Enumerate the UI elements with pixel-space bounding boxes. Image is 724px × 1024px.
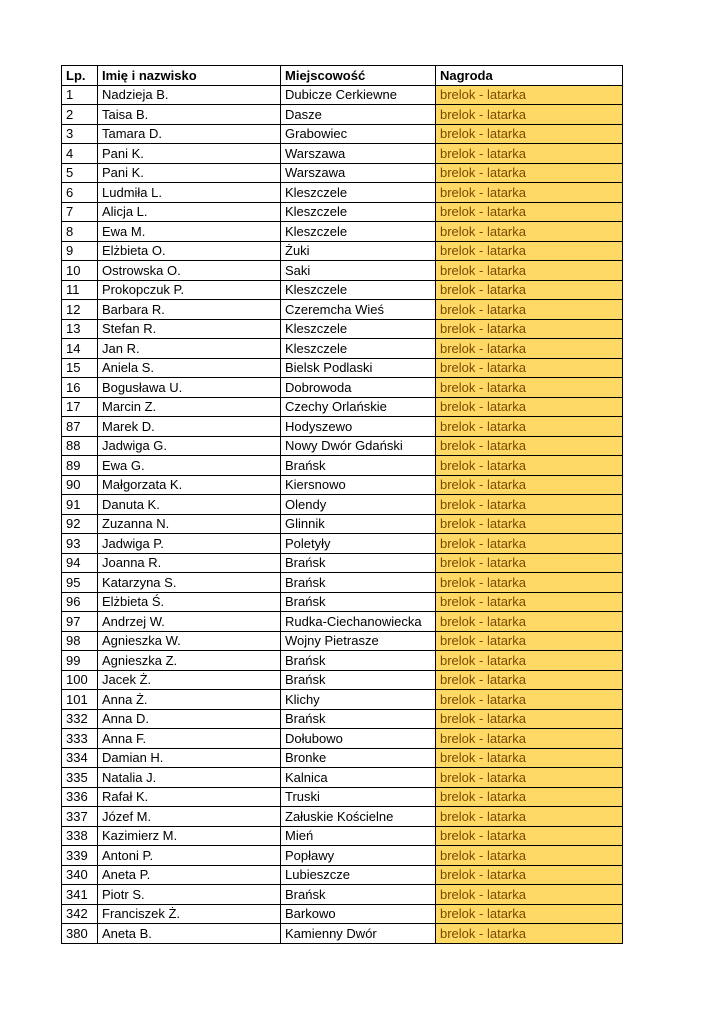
row-prize-cell: brelok - latarka: [436, 241, 623, 261]
row-lp-cell: 13: [62, 319, 98, 339]
row-name-cell: Nadzieja B.: [98, 85, 281, 105]
table-row: [62, 319, 623, 339]
row-prize-cell: brelok - latarka: [436, 358, 623, 378]
row-name-cell: Jadwiga P.: [98, 534, 281, 554]
row-prize-cell: brelok - latarka: [436, 514, 623, 534]
column-header-name: Imię i nazwisko: [98, 66, 281, 86]
row-city-cell: Brańsk: [281, 670, 436, 690]
row-prize-cell: brelok - latarka: [436, 690, 623, 710]
table-row: [62, 85, 623, 105]
row-name-cell: Franciszek Ż.: [98, 904, 281, 924]
row-lp-cell: 93: [62, 534, 98, 554]
row-name-cell: Anna Ż.: [98, 690, 281, 710]
row-lp-cell: 95: [62, 573, 98, 593]
table-row: [62, 417, 623, 437]
row-name-cell: Ludmiła L.: [98, 183, 281, 203]
table-row: [62, 651, 623, 671]
row-lp-cell: 342: [62, 904, 98, 924]
row-city-cell: Dobrowoda: [281, 378, 436, 398]
row-name-cell: Tamara D.: [98, 124, 281, 144]
row-lp-cell: 90: [62, 475, 98, 495]
table-row: [62, 612, 623, 632]
row-name-cell: Danuta K.: [98, 495, 281, 515]
row-prize-cell: brelok - latarka: [436, 319, 623, 339]
row-city-cell: Żuki: [281, 241, 436, 261]
row-city-cell: Kleszczele: [281, 319, 436, 339]
row-city-cell: Wojny Pietrasze: [281, 631, 436, 651]
row-city-cell: Popławy: [281, 846, 436, 866]
table-row: [62, 241, 623, 261]
table-row: [62, 534, 623, 554]
row-lp-cell: 89: [62, 456, 98, 476]
row-name-cell: Alicja L.: [98, 202, 281, 222]
table-row: [62, 729, 623, 749]
row-prize-cell: brelok - latarka: [436, 592, 623, 612]
table-row: [62, 807, 623, 827]
row-city-cell: Warszawa: [281, 144, 436, 164]
row-prize-cell: brelok - latarka: [436, 397, 623, 417]
row-name-cell: Aneta B.: [98, 924, 281, 944]
row-prize-cell: brelok - latarka: [436, 475, 623, 495]
table-row: [62, 475, 623, 495]
row-lp-cell: 332: [62, 709, 98, 729]
row-name-cell: Małgorzata K.: [98, 475, 281, 495]
row-city-cell: Kleszczele: [281, 202, 436, 222]
row-city-cell: Glinnik: [281, 514, 436, 534]
row-lp-cell: 341: [62, 885, 98, 905]
row-prize-cell: brelok - latarka: [436, 456, 623, 476]
row-name-cell: Aniela S.: [98, 358, 281, 378]
row-city-cell: Bronke: [281, 748, 436, 768]
row-city-cell: Brańsk: [281, 709, 436, 729]
table-row: [62, 690, 623, 710]
row-name-cell: Ewa G.: [98, 456, 281, 476]
row-city-cell: Brańsk: [281, 573, 436, 593]
table-row: [62, 924, 623, 944]
row-city-cell: Poletyły: [281, 534, 436, 554]
row-lp-cell: 98: [62, 631, 98, 651]
row-name-cell: Andrzej W.: [98, 612, 281, 632]
row-city-cell: Barkowo: [281, 904, 436, 924]
row-lp-cell: 380: [62, 924, 98, 944]
row-lp-cell: 5: [62, 163, 98, 183]
row-prize-cell: brelok - latarka: [436, 202, 623, 222]
table-row: [62, 846, 623, 866]
row-city-cell: Kleszczele: [281, 183, 436, 203]
header-row: [62, 66, 623, 86]
row-city-cell: Czeremcha Wieś: [281, 300, 436, 320]
row-prize-cell: brelok - latarka: [436, 612, 623, 632]
row-lp-cell: 15: [62, 358, 98, 378]
row-lp-cell: 14: [62, 339, 98, 359]
row-city-cell: Kiersnowo: [281, 475, 436, 495]
row-prize-cell: brelok - latarka: [436, 163, 623, 183]
row-lp-cell: 97: [62, 612, 98, 632]
row-prize-cell: brelok - latarka: [436, 826, 623, 846]
row-prize-cell: brelok - latarka: [436, 651, 623, 671]
table-row: [62, 378, 623, 398]
row-city-cell: Brańsk: [281, 651, 436, 671]
row-prize-cell: brelok - latarka: [436, 339, 623, 359]
row-prize-cell: brelok - latarka: [436, 807, 623, 827]
table-row: [62, 865, 623, 885]
row-name-cell: Zuzanna N.: [98, 514, 281, 534]
row-lp-cell: 336: [62, 787, 98, 807]
row-name-cell: Ewa M.: [98, 222, 281, 242]
table-row: [62, 280, 623, 300]
row-lp-cell: 101: [62, 690, 98, 710]
row-prize-cell: brelok - latarka: [436, 904, 623, 924]
row-lp-cell: 9: [62, 241, 98, 261]
table-row: [62, 885, 623, 905]
row-lp-cell: 2: [62, 105, 98, 125]
row-name-cell: Anna F.: [98, 729, 281, 749]
row-name-cell: Jacek Ż.: [98, 670, 281, 690]
row-name-cell: Marek D.: [98, 417, 281, 437]
row-lp-cell: 10: [62, 261, 98, 281]
row-lp-cell: 333: [62, 729, 98, 749]
row-lp-cell: 338: [62, 826, 98, 846]
row-name-cell: Marcin Z.: [98, 397, 281, 417]
row-name-cell: Piotr S.: [98, 885, 281, 905]
row-city-cell: Grabowiec: [281, 124, 436, 144]
row-city-cell: Brańsk: [281, 456, 436, 476]
table-row: [62, 670, 623, 690]
table-row: [62, 222, 623, 242]
row-lp-cell: 334: [62, 748, 98, 768]
row-prize-cell: brelok - latarka: [436, 729, 623, 749]
row-prize-cell: brelok - latarka: [436, 85, 623, 105]
row-prize-cell: brelok - latarka: [436, 124, 623, 144]
row-city-cell: Klichy: [281, 690, 436, 710]
row-name-cell: Taisa B.: [98, 105, 281, 125]
table-row: [62, 300, 623, 320]
table-row: [62, 436, 623, 456]
table-row: [62, 787, 623, 807]
row-lp-cell: 340: [62, 865, 98, 885]
row-prize-cell: brelok - latarka: [436, 495, 623, 515]
row-name-cell: Agnieszka Z.: [98, 651, 281, 671]
row-prize-cell: brelok - latarka: [436, 378, 623, 398]
row-prize-cell: brelok - latarka: [436, 631, 623, 651]
table-row: [62, 124, 623, 144]
table-row: [62, 768, 623, 788]
row-city-cell: Truski: [281, 787, 436, 807]
row-prize-cell: brelok - latarka: [436, 748, 623, 768]
row-city-cell: Kamienny Dwór: [281, 924, 436, 944]
row-lp-cell: 335: [62, 768, 98, 788]
row-name-cell: Elżbieta O.: [98, 241, 281, 261]
row-name-cell: Anna D.: [98, 709, 281, 729]
row-prize-cell: brelok - latarka: [436, 534, 623, 554]
row-name-cell: Katarzyna S.: [98, 573, 281, 593]
row-name-cell: Elżbieta Ś.: [98, 592, 281, 612]
row-lp-cell: 92: [62, 514, 98, 534]
row-city-cell: Bielsk Podlaski: [281, 358, 436, 378]
table-body: [62, 85, 623, 943]
row-city-cell: Kleszczele: [281, 280, 436, 300]
row-prize-cell: brelok - latarka: [436, 924, 623, 944]
row-lp-cell: 96: [62, 592, 98, 612]
table-row: [62, 514, 623, 534]
row-prize-cell: brelok - latarka: [436, 865, 623, 885]
row-city-cell: Dołubowo: [281, 729, 436, 749]
row-lp-cell: 337: [62, 807, 98, 827]
row-city-cell: Kleszczele: [281, 339, 436, 359]
row-prize-cell: brelok - latarka: [436, 183, 623, 203]
row-name-cell: Jan R.: [98, 339, 281, 359]
row-city-cell: Lubieszcze: [281, 865, 436, 885]
row-prize-cell: brelok - latarka: [436, 670, 623, 690]
row-name-cell: Antoni P.: [98, 846, 281, 866]
row-lp-cell: 339: [62, 846, 98, 866]
row-name-cell: Kazimierz M.: [98, 826, 281, 846]
row-lp-cell: 88: [62, 436, 98, 456]
table-row: [62, 495, 623, 515]
row-lp-cell: 11: [62, 280, 98, 300]
row-city-cell: Dasze: [281, 105, 436, 125]
row-prize-cell: brelok - latarka: [436, 846, 623, 866]
row-prize-cell: brelok - latarka: [436, 553, 623, 573]
row-prize-cell: brelok - latarka: [436, 709, 623, 729]
row-name-cell: Jadwiga G.: [98, 436, 281, 456]
row-name-cell: Józef M.: [98, 807, 281, 827]
table-row: [62, 261, 623, 281]
row-prize-cell: brelok - latarka: [436, 417, 623, 437]
row-lp-cell: 12: [62, 300, 98, 320]
row-city-cell: Mień: [281, 826, 436, 846]
row-city-cell: Załuskie Kościelne: [281, 807, 436, 827]
table-row: [62, 163, 623, 183]
row-prize-cell: brelok - latarka: [436, 261, 623, 281]
winners-table: [61, 65, 623, 944]
row-city-cell: Kleszczele: [281, 222, 436, 242]
row-prize-cell: brelok - latarka: [436, 768, 623, 788]
row-city-cell: Kalnica: [281, 768, 436, 788]
row-prize-cell: brelok - latarka: [436, 280, 623, 300]
table-row: [62, 748, 623, 768]
table-row: [62, 709, 623, 729]
row-lp-cell: 91: [62, 495, 98, 515]
row-name-cell: Prokopczuk P.: [98, 280, 281, 300]
row-name-cell: Bogusława U.: [98, 378, 281, 398]
row-prize-cell: brelok - latarka: [436, 222, 623, 242]
column-header-lp: Lp.: [62, 66, 98, 86]
table-row: [62, 826, 623, 846]
table-row: [62, 339, 623, 359]
table-row: [62, 553, 623, 573]
row-name-cell: Barbara R.: [98, 300, 281, 320]
table-row: [62, 904, 623, 924]
row-city-cell: Olendy: [281, 495, 436, 515]
row-prize-cell: brelok - latarka: [436, 300, 623, 320]
table-row: [62, 183, 623, 203]
row-name-cell: Joanna R.: [98, 553, 281, 573]
row-name-cell: Stefan R.: [98, 319, 281, 339]
row-city-cell: Dubicze Cerkiewne: [281, 85, 436, 105]
table-row: [62, 144, 623, 164]
table-row: [62, 456, 623, 476]
row-name-cell: Damian H.: [98, 748, 281, 768]
row-lp-cell: 8: [62, 222, 98, 242]
row-city-cell: Brańsk: [281, 885, 436, 905]
column-header-city: Miejscowość: [281, 66, 436, 86]
row-city-cell: Warszawa: [281, 163, 436, 183]
row-lp-cell: 16: [62, 378, 98, 398]
column-header-prize: Nagroda: [436, 66, 623, 86]
row-name-cell: Rafał K.: [98, 787, 281, 807]
row-lp-cell: 1: [62, 85, 98, 105]
row-prize-cell: brelok - latarka: [436, 436, 623, 456]
row-prize-cell: brelok - latarka: [436, 787, 623, 807]
row-lp-cell: 3: [62, 124, 98, 144]
row-lp-cell: 17: [62, 397, 98, 417]
row-lp-cell: 7: [62, 202, 98, 222]
row-lp-cell: 6: [62, 183, 98, 203]
row-lp-cell: 4: [62, 144, 98, 164]
row-lp-cell: 99: [62, 651, 98, 671]
row-lp-cell: 87: [62, 417, 98, 437]
row-city-cell: Rudka-Ciechanowiecka: [281, 612, 436, 632]
table-row: [62, 358, 623, 378]
row-city-cell: Brańsk: [281, 553, 436, 573]
row-name-cell: Pani K.: [98, 144, 281, 164]
table-row: [62, 397, 623, 417]
table-row: [62, 573, 623, 593]
row-prize-cell: brelok - latarka: [436, 144, 623, 164]
row-prize-cell: brelok - latarka: [436, 105, 623, 125]
table-row: [62, 202, 623, 222]
table-row: [62, 105, 623, 125]
row-name-cell: Natalia J.: [98, 768, 281, 788]
row-city-cell: Hodyszewo: [281, 417, 436, 437]
row-city-cell: Czechy Orlańskie: [281, 397, 436, 417]
row-city-cell: Nowy Dwór Gdański: [281, 436, 436, 456]
row-lp-cell: 94: [62, 553, 98, 573]
table-row: [62, 592, 623, 612]
row-city-cell: Brańsk: [281, 592, 436, 612]
row-name-cell: Aneta P.: [98, 865, 281, 885]
row-prize-cell: brelok - latarka: [436, 885, 623, 905]
row-name-cell: Agnieszka W.: [98, 631, 281, 651]
table-row: [62, 631, 623, 651]
row-lp-cell: 100: [62, 670, 98, 690]
row-name-cell: Pani K.: [98, 163, 281, 183]
row-name-cell: Ostrowska O.: [98, 261, 281, 281]
row-prize-cell: brelok - latarka: [436, 573, 623, 593]
row-city-cell: Saki: [281, 261, 436, 281]
